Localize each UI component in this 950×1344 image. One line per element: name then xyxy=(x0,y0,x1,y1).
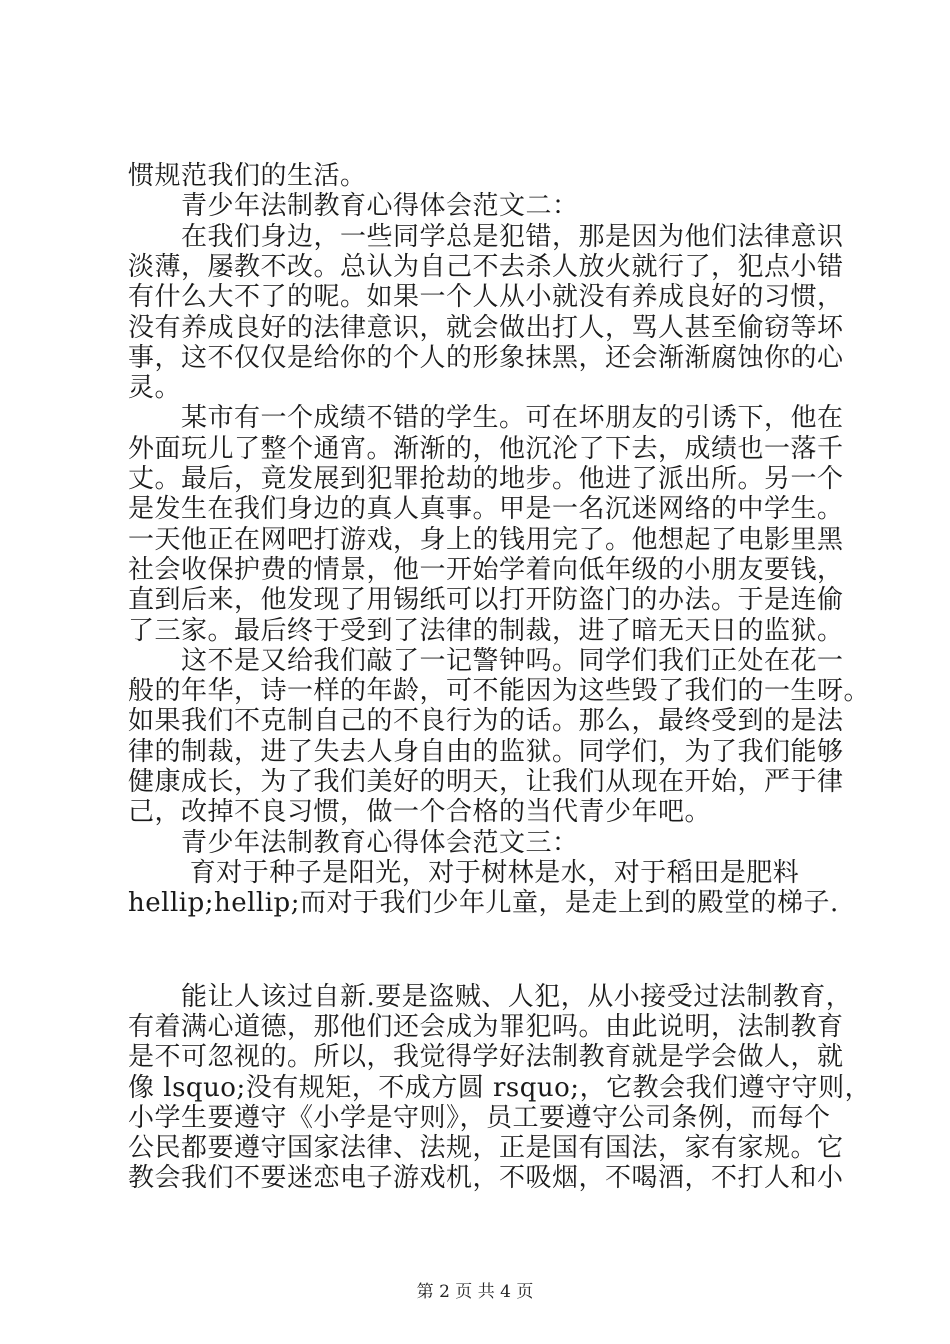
text-line: 青少年法制教育心得体会范文二： xyxy=(128,191,579,222)
text-line: 外面玩儿了整个通宵。渐渐的，他沉沦了下去，成绩也一落千 xyxy=(128,433,844,464)
text-line: 律的制裁，进了失去人身自由的监狱。同学们，为了我们能够 xyxy=(128,736,844,767)
text-line: 小学生要遵守《小学是守则》，员工要遵守公司条例，而每个 xyxy=(128,1102,831,1133)
text-line: 如果我们不克制自己的不良行为的话。那么，最终受到的是法 xyxy=(128,706,844,737)
text-line: 有着满心道德，那他们还会成为罪犯吗。由此说明，法制教育 xyxy=(128,1011,844,1042)
text-line: 惯规范我们的生活。 xyxy=(128,161,367,191)
text-line: 有什么大不了的呢。如果一个人从小就没有养成良好的习惯， xyxy=(128,282,844,313)
text-line: 般的年华，诗一样的年龄，可不能因为这些毁了我们的一生呀。 xyxy=(128,676,871,707)
text-line: 是发生在我们身边的真人真事。甲是一名沉迷网络的中学生。 xyxy=(128,494,844,525)
text-line: 是不可忽视的。所以，我觉得学好法制教育就是学会做人，就 xyxy=(128,1042,844,1073)
text-line: 一天他正在网吧打游戏，身上的钱用完了。他想起了电影里黑 xyxy=(128,524,844,555)
text-line: 己，改掉不良习惯，做一个合格的当代青少年吧。 xyxy=(128,797,712,828)
text-line: 丈。最后，竟发展到犯罪抢劫的地步。他进了派出所。另一个 xyxy=(128,464,844,494)
text-line: 直到后来，他发现了用锡纸可以打开防盗门的办法。于是连偷 xyxy=(128,585,844,616)
text-line: 这不是又给我们敲了一记警钟吗。同学们我们正处在花一 xyxy=(128,645,844,676)
text-line: 公民都要遵守国家法律、法规，正是国有国法，家有家规。它 xyxy=(128,1133,844,1164)
text-line: 没有养成良好的法律意识，就会做出打人，骂人甚至偷窃等坏 xyxy=(128,312,844,343)
text-line: hellip;hellip;而对于我们少年儿童，是走上到的殿堂的梯子. xyxy=(128,888,839,919)
page-footer: 第 2 页 共 4 页 xyxy=(416,1282,534,1302)
text-line: 了三家。最后终于受到了法律的制裁，进了暗无天日的监狱。 xyxy=(128,615,844,646)
text-line: 像 lsquo;没有规矩，不成方圆 rsquo;，它教会我们遵守守则， xyxy=(128,1072,872,1103)
text-line: 教会我们不要迷恋电子游戏机，不吸烟，不喝酒，不打人和小 xyxy=(128,1163,844,1194)
text-line: 育对于种子是阳光，对于树林是水，对于稻田是肥料 xyxy=(128,857,800,888)
text-line: 健康成长，为了我们美好的明天，让我们从现在开始，严于律 xyxy=(128,767,844,797)
text-line: 青少年法制教育心得体会范文三： xyxy=(128,827,579,858)
text-line: 某市有一个成绩不错的学生。可在坏朋友的引诱下，他在 xyxy=(128,403,844,434)
text-line: 社会收保护费的情景，他一开始学着向低年级的小朋友要钱， xyxy=(128,554,844,585)
text-line: 淡薄，屡教不改。总认为自己不去杀人放火就行了，犯点小错 xyxy=(128,251,844,282)
text-line: 能让人该过自新.要是盗贼、人犯，从小接受过法制教育， xyxy=(128,981,853,1012)
text-line: 事，这不仅仅是给你的个人的形象抹黑，还会渐渐腐蚀你的心 xyxy=(128,342,844,373)
text-line: 在我们身边，一些同学总是犯错，那是因为他们法律意识 xyxy=(128,221,844,252)
text-line: 灵。 xyxy=(128,373,182,404)
